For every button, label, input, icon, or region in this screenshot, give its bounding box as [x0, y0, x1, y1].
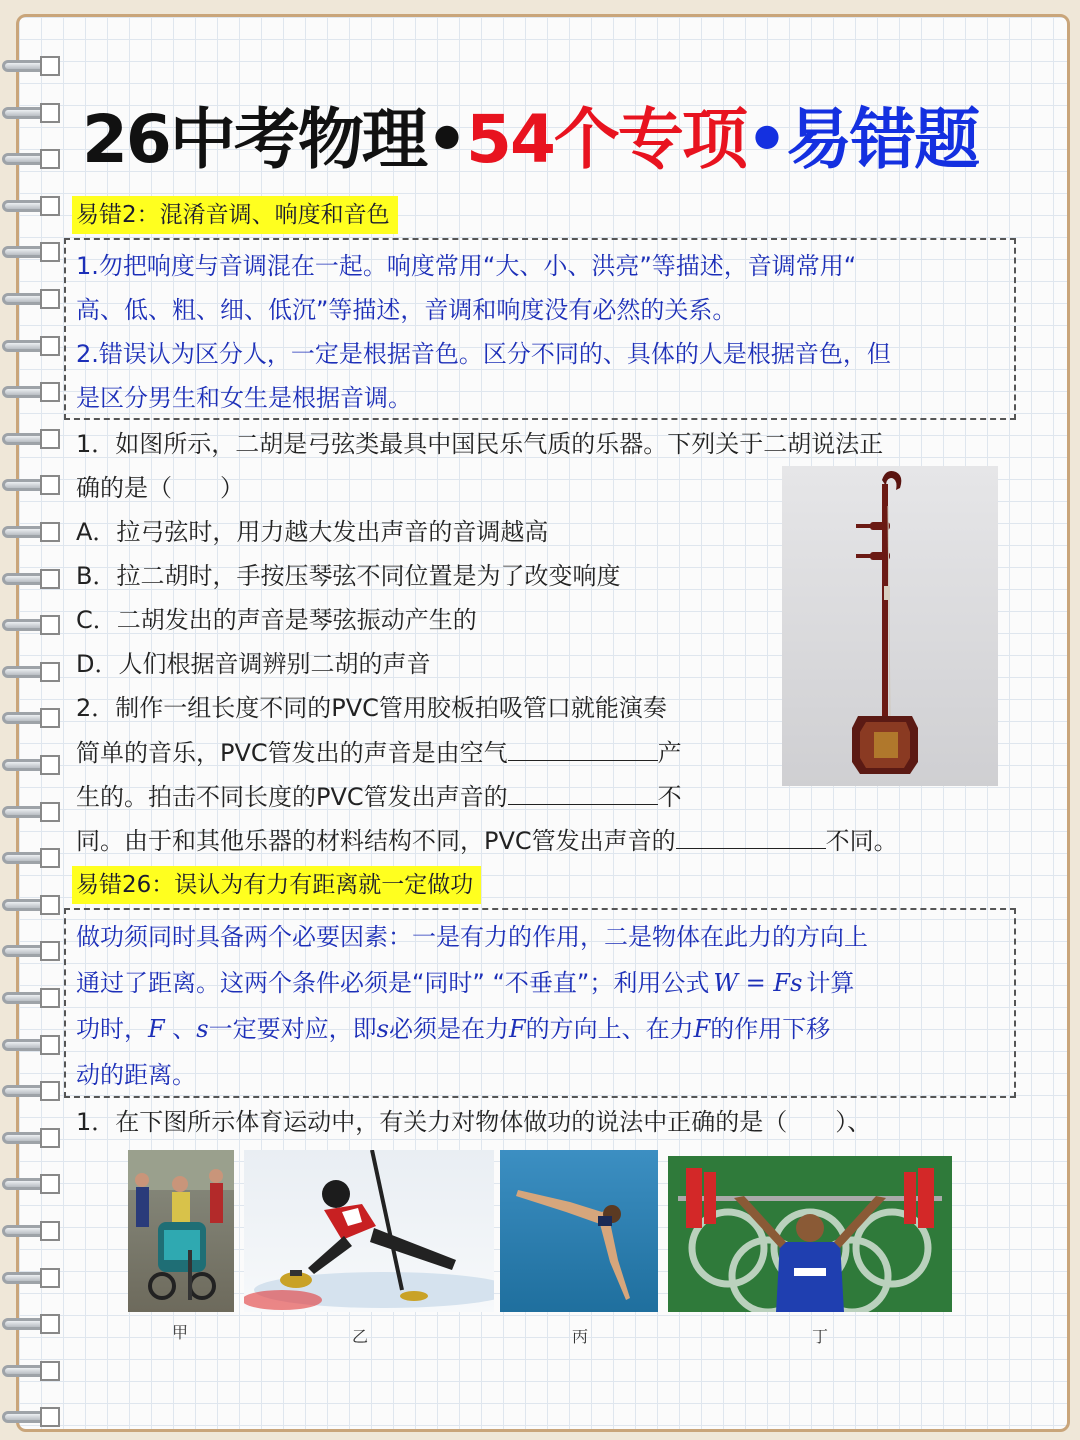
note-text: 的作用下移 — [710, 1015, 831, 1043]
binding-ring — [2, 662, 60, 684]
title-part-3: •易错题 — [745, 101, 979, 178]
option-a: A．拉弓弦时，用力越大发出声音的音调越高 — [76, 518, 549, 546]
note-box-1 — [64, 238, 1016, 420]
title-part-1: 26中考物理• — [82, 101, 467, 178]
binding-ring — [2, 941, 60, 963]
option-b: B．拉二胡时，手按压琴弦不同位置是为了改变响度 — [76, 562, 621, 590]
binding-ring — [2, 382, 60, 404]
caption-yi: 乙 — [352, 1327, 369, 1346]
question-2-line-1: 2．制作一组长度不同的PVC管用胶板拍吸管口就能演奏 — [76, 694, 667, 722]
question-2-line-2 — [76, 730, 682, 775]
title-part-2: 54个专项 — [466, 101, 746, 178]
note-text: 的方向上、在力 — [525, 1015, 694, 1043]
erhu-image — [782, 466, 998, 786]
binding-ring — [2, 1174, 60, 1196]
binding-ring — [2, 708, 60, 730]
note-line: 做功须同时具备两个必要因素：一是有力的作用，二是物体在此力的方向上 — [76, 923, 868, 951]
q2-text: 生的。拍击不同长度的PVC管发出声音的 — [76, 783, 508, 811]
caption-ding: 丁 — [812, 1327, 829, 1346]
binding-ring — [2, 522, 60, 544]
binding-ring — [2, 1035, 60, 1057]
answer-blank[interactable] — [676, 818, 826, 849]
image-jia-runner — [128, 1150, 234, 1312]
binding-ring — [2, 1221, 60, 1243]
binding-ring — [2, 56, 60, 78]
binding-ring — [2, 196, 60, 218]
binding-ring — [2, 475, 60, 497]
note-text: 必须是在力 — [388, 1015, 509, 1043]
note-line — [76, 960, 1014, 1006]
note-box-2 — [64, 908, 1016, 1098]
spiral-binding — [0, 0, 70, 1440]
note-line — [76, 1006, 1014, 1052]
q2-text: 同。由于和其他乐器的材料结构不同，PVC管发出声音的 — [76, 827, 676, 855]
note-line: 高、低、粗、细、低沉”等描述，音调和响度没有必然的关系。 — [76, 296, 737, 324]
note-line: 2.错误认为区分人，一定是根据音色。区分不同的、具体的人是根据音色，但 — [76, 340, 891, 368]
section-heading-2: 易错26：误认为有力有距离就一定做功 — [72, 866, 481, 904]
note-text: 一定要对应，即 — [208, 1015, 377, 1043]
note-text: 、 — [164, 1015, 197, 1043]
note-text: 计算 — [806, 969, 855, 997]
binding-ring — [2, 1407, 60, 1429]
binding-ring — [2, 103, 60, 125]
binding-ring — [2, 1314, 60, 1336]
formula-w-fs: W = Fs — [713, 969, 803, 997]
binding-ring — [2, 895, 60, 917]
binding-ring — [2, 755, 60, 777]
q2-text: 简单的音乐，PVC管发出的声音是由空气 — [76, 739, 508, 767]
note-line: 1.勿把响度与音调混在一起。响度常用“大、小、洪亮”等描述，音调常用“ — [76, 252, 857, 280]
symbol-f: F — [508, 1015, 526, 1043]
question-1-stem-line-1: 1．如图所示，二胡是弓弦类最具中国民乐气质的乐器。下列关于二胡说法正 — [76, 430, 884, 458]
image-yi-curling — [244, 1150, 494, 1312]
image-ding-weightlifter — [668, 1156, 952, 1312]
q2-text: 产 — [657, 739, 682, 767]
binding-ring — [2, 1081, 60, 1103]
q2-text: 不同。 — [825, 827, 898, 855]
binding-ring — [2, 289, 60, 311]
image-bing-diver — [500, 1150, 658, 1312]
option-d: D．人们根据音调辨别二胡的声音 — [76, 650, 431, 678]
binding-ring — [2, 802, 60, 824]
binding-ring — [2, 1361, 60, 1383]
option-c: C．二胡发出的声音是琴弦振动产生的 — [76, 606, 477, 634]
binding-ring — [2, 615, 60, 637]
binding-ring — [2, 336, 60, 358]
binding-ring — [2, 988, 60, 1010]
symbol-f: F — [148, 1015, 165, 1043]
note-text: 通过了距离。这两个条件必须是“同时” “不垂直”；利用公式 — [76, 969, 710, 997]
page-title — [82, 92, 1022, 188]
note-text: 功时， — [76, 1015, 148, 1043]
question-2-line-3 — [76, 774, 682, 819]
binding-ring — [2, 429, 60, 451]
q2-text: 不 — [657, 783, 682, 811]
binding-ring — [2, 149, 60, 171]
caption-bing: 丙 — [572, 1327, 589, 1346]
caption-jia: 甲 — [172, 1323, 189, 1342]
binding-ring — [2, 848, 60, 870]
question-1-stem-line-2: 确的是（ ） — [76, 474, 244, 502]
note-line: 动的距离。 — [76, 1061, 196, 1089]
binding-ring — [2, 569, 60, 591]
binding-ring — [2, 1268, 60, 1290]
binding-ring — [2, 1128, 60, 1150]
answer-blank[interactable] — [508, 774, 658, 805]
symbol-s: s — [376, 1015, 389, 1043]
question-3-stem: 1．在下图所示体育运动中，有关力对物体做功的说法中正确的是（ ）、 — [76, 1108, 872, 1136]
symbol-f: F — [693, 1015, 711, 1043]
note-line: 是区分男生和女生是根据音调。 — [76, 384, 412, 412]
symbol-s: s — [196, 1015, 209, 1043]
section-heading-1: 易错2：混淆音调、响度和音色 — [72, 196, 398, 234]
answer-blank[interactable] — [508, 730, 658, 761]
binding-ring — [2, 242, 60, 264]
question-2-line-4 — [76, 818, 898, 863]
